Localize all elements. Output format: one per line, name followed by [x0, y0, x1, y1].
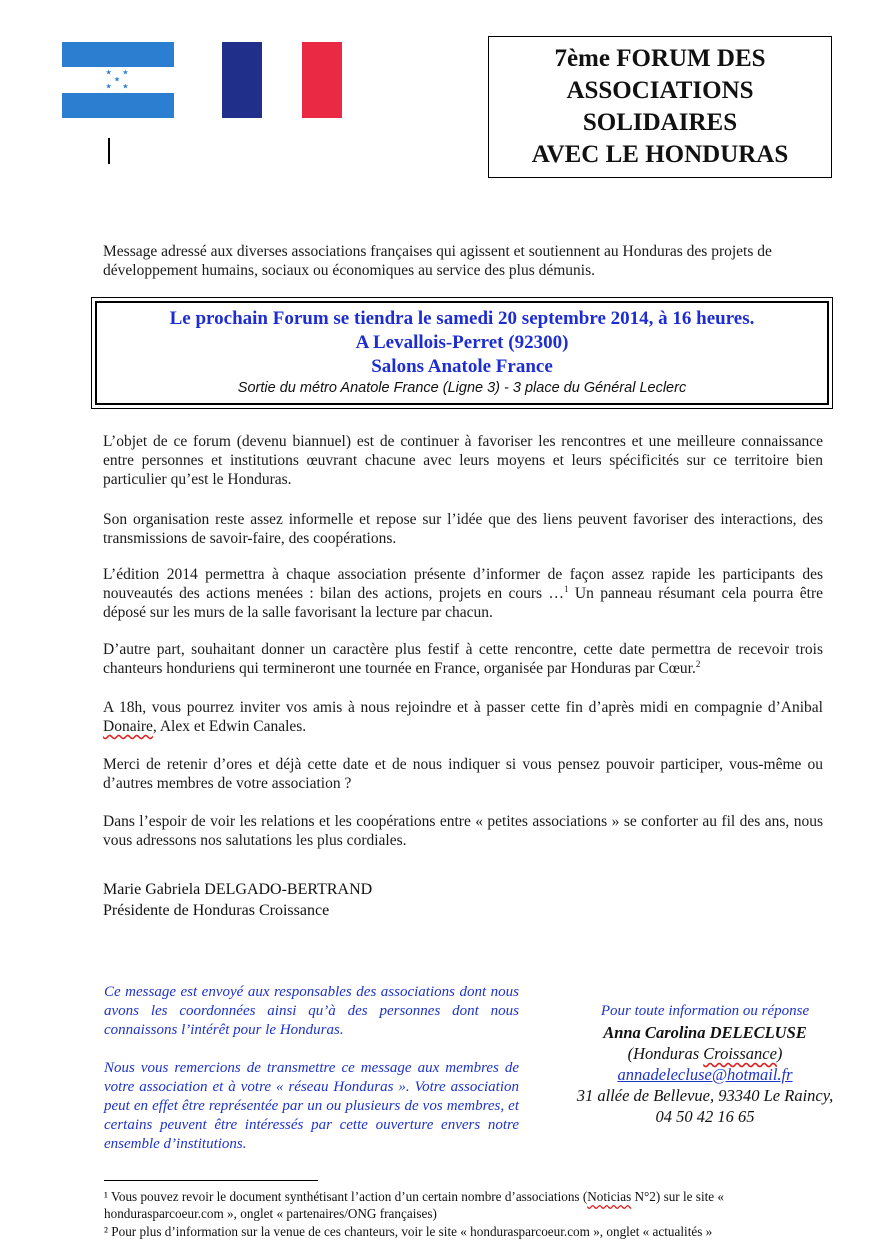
footnote-ref-2: 2 — [695, 658, 701, 669]
forum-venue-line: Salons Anatole France — [371, 356, 553, 377]
forum-city-line: A Levallois-Perret (92300) — [355, 332, 569, 353]
contact-heading: Pour toute information ou réponse — [600, 1003, 810, 1019]
france-flag — [222, 42, 342, 118]
contact-block — [560, 1001, 850, 1127]
contact-organization: (Honduras Croissance) — [627, 1044, 783, 1063]
page-title: 7ème FORUM DES ASSOCIATIONS SOLIDAIRES AVEC LE HONDURAS — [531, 45, 789, 168]
forum-date-line: Le prochain Forum se tiendra le samedi 20 septembre 2014, à 16 heures. — [169, 308, 755, 329]
body-paragraph-4: D’autre part, souhaitant donner un caractère plus festif à cette rencontre, cette date permettra de recevoir trois chanteurs honduriens qui termineront une tournée en France, organisée par Honduras par Cœur.$^2$ — [103, 641, 823, 677]
signature-name: Marie Gabriela DELGADO-BERTRAND — [103, 881, 373, 898]
footnote-2: ² Pour plus d’information sur la venue de ces chanteurs, voir le site « hondurasparcoeur.com », onglet « actualités » — [104, 1224, 713, 1239]
page-title-box — [488, 36, 832, 178]
signature-role: Présidente de Honduras Croissance — [103, 902, 330, 919]
contact-address: 31 allée de Bellevue, 93340 Le Raincy, — [576, 1086, 834, 1105]
flag-stars-icon: ★ ★ ★ ★ ★ — [105, 68, 131, 91]
forwarding-note: Nous vous remercions de transmettre ce message aux membres de votre association et à votre « réseau Honduras ». Votre association peut en effet être représentée par un ou plusieurs de vos membres, et certains peuvent être intéressés par cette ouverture envers notre ensemble d’institutions. — [104, 1060, 519, 1152]
contact-name: Anna Carolina DELECLUSE — [603, 1023, 807, 1042]
distribution-note: Ce message est envoyé aux responsables des associations dont nous avons les coordonnées ainsi qu’à des personnes dont nous connaissons l’intérêt pour le Honduras. — [104, 984, 519, 1038]
body-paragraph-6: Merci de retenir d’ores et déjà cette date et de nous indiquer si vous pensez pouvoir participer, vous-même ou d’autres membres de votre association ? — [103, 756, 823, 792]
body-paragraph-2: Son organisation reste assez informelle et repose sur l’idée que des liens peuvent favoriser des interactions, des transmissions de savoir-faire, des coopérations. — [103, 511, 823, 547]
contact-phone: 04 50 42 16 65 — [655, 1107, 755, 1126]
body-paragraph-5: A 18h, vous pourrez inviter vos amis à nous rejoindre et à passer cette fin d’après midi en compagnie d’Anibal Donaire, Alex et Edwin Canales. — [103, 699, 823, 735]
body-paragraph-1: L’objet de ce forum (devenu biannuel) est de continuer à favoriser les rencontres et une meilleure connaissance entre personnes et institutions œuvrant chacune avec leurs moyens et leurs spécificités sur ce territoire bien particulier qu’est le Honduras. — [103, 433, 823, 488]
forum-directions-line: Sortie du métro Anatole France (Ligne 3) - 3 place du Général Leclerc — [237, 380, 687, 396]
body-paragraph-7: Dans l’espoir de voir les relations et les coopérations entre « petites associations » se conforter au fil des ans, nous vous adressons nos salutations les plus cordiales. — [103, 813, 823, 849]
text-cursor — [108, 138, 110, 164]
forum-announcement-box — [91, 297, 833, 409]
footnote-ref-1: 1 — [563, 583, 569, 594]
footnote-1: ¹ Vous pouvez revoir le document synthétisant l’action d’un certain nombre d’associations (Noticias N°2) sur le site « hondurasparcoeur.com », onglet « partenaires/ONG françaises) — [104, 1189, 725, 1221]
footnote-separator — [104, 1180, 318, 1181]
intro-paragraph: Message adressé aux diverses associations françaises qui agissent et soutiennent au Honduras des projets de développement humains, sociaux ou économiques au service des plus démunis. — [103, 243, 772, 279]
honduras-flag — [62, 42, 174, 118]
contact-email-link[interactable]: annadelecluse@hotmail.fr — [617, 1065, 793, 1084]
body-paragraph-3: L’édition 2014 permettra à chaque association présente d’informer de façon assez rapide les participants des nouveautés des actions menées : bilan des actions, projets en cours …$^1$ Un panneau résumant cela pourra être déposé sur les murs de la salle favorisant la lecture par chacun. — [103, 566, 823, 621]
